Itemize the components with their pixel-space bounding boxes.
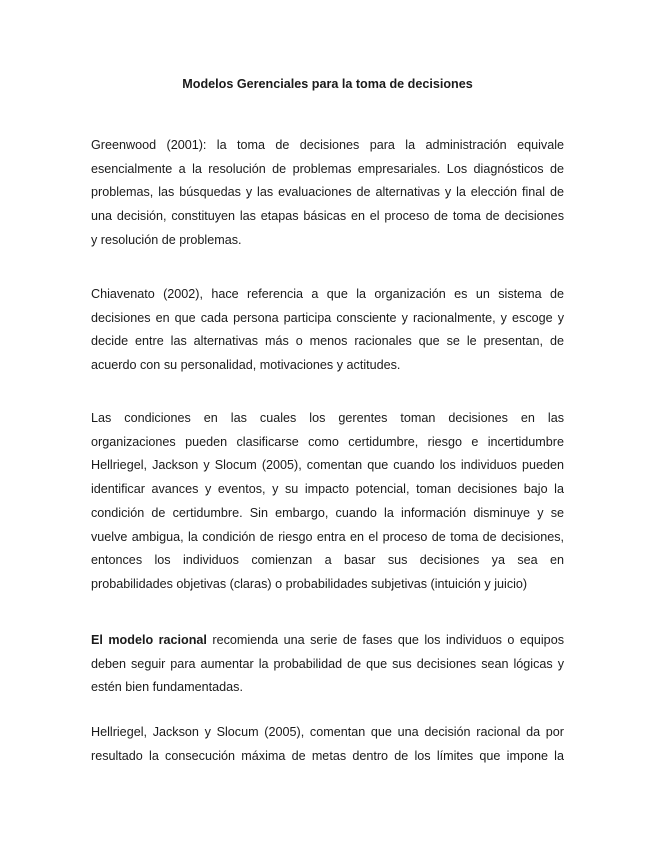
paragraph-greenwood — [91, 134, 564, 253]
text-line: condición de certidumbre. Sin embargo, cuando la información disminuye y se — [91, 505, 564, 520]
document-title: Modelos Gerenciales para la toma de decisiones — [182, 77, 473, 91]
text-line: esencialmente a la resolución de problemas empresariales. Los diagnósticos de — [91, 161, 564, 176]
text-line: Hellriegel, Jackson y Slocum (2005), comentan que una decisión racional da por — [91, 725, 564, 739]
text-line: probabilidades objetivas (claras) o probabilidades subjetivas (intuición y juicio) — [91, 576, 528, 591]
paragraph-chiavenato — [91, 283, 564, 378]
text-line: decide entre las alternativas más o menos racionales que se le presentan, de — [91, 334, 564, 349]
text-line: entonces los individuos comienzan a basar sus decisiones ya sea en — [91, 553, 564, 568]
text-line: organizaciones pueden clasificarse como certidumbre, riesgo e incertidumbre — [91, 434, 564, 449]
paragraph-condiciones — [91, 407, 564, 597]
text-line: una decisión, constituyen las etapas básicas en el proceso de toma de decisiones — [91, 209, 564, 224]
text-line: deben seguir para aumentar la probabilidad de que sus decisiones sean lógicas y — [91, 656, 564, 671]
text-line: problemas, las búsquedas y las evaluaciones de alternativas y la elección final de — [91, 185, 564, 200]
bold-lead-text: El modelo racional — [91, 633, 207, 647]
text-line: decisiones en que cada persona participa consciente y racionalmente, y escoge y — [91, 310, 564, 325]
text-fragment: recomienda una serie de fases que los individuos o equipos — [206, 633, 564, 647]
text-line: acuerdo con su personalidad, motivaciones y actitudes. — [91, 358, 401, 373]
text-line: estén bien fundamentadas. — [91, 680, 243, 695]
paragraph-hellriegel — [91, 721, 564, 768]
text-line — [91, 629, 564, 653]
text-line: identificar avances y eventos, y su impacto potencial, toman decisiones bajo la — [91, 482, 564, 497]
text-line: y resolución de problemas. — [91, 232, 242, 247]
text-line: Greenwood (2001): la toma de decisiones para la administración equivale — [91, 138, 564, 152]
text-line: resultado la consecución máxima de metas dentro de los límites que impone la — [91, 748, 564, 763]
text-line: Hellriegel, Jackson y Slocum (2005), comentan que cuando los individuos pueden — [91, 458, 564, 473]
text-line: Chiavenato (2002), hace referencia a que la organización es un sistema de — [91, 287, 564, 301]
text-line: vuelve ambigua, la condición de riesgo entra en el proceso de toma de decisiones, — [91, 529, 564, 544]
paragraph-modelo-racional — [91, 629, 564, 700]
text-line: Las condiciones en las cuales los gerentes toman decisiones en las — [91, 411, 564, 425]
